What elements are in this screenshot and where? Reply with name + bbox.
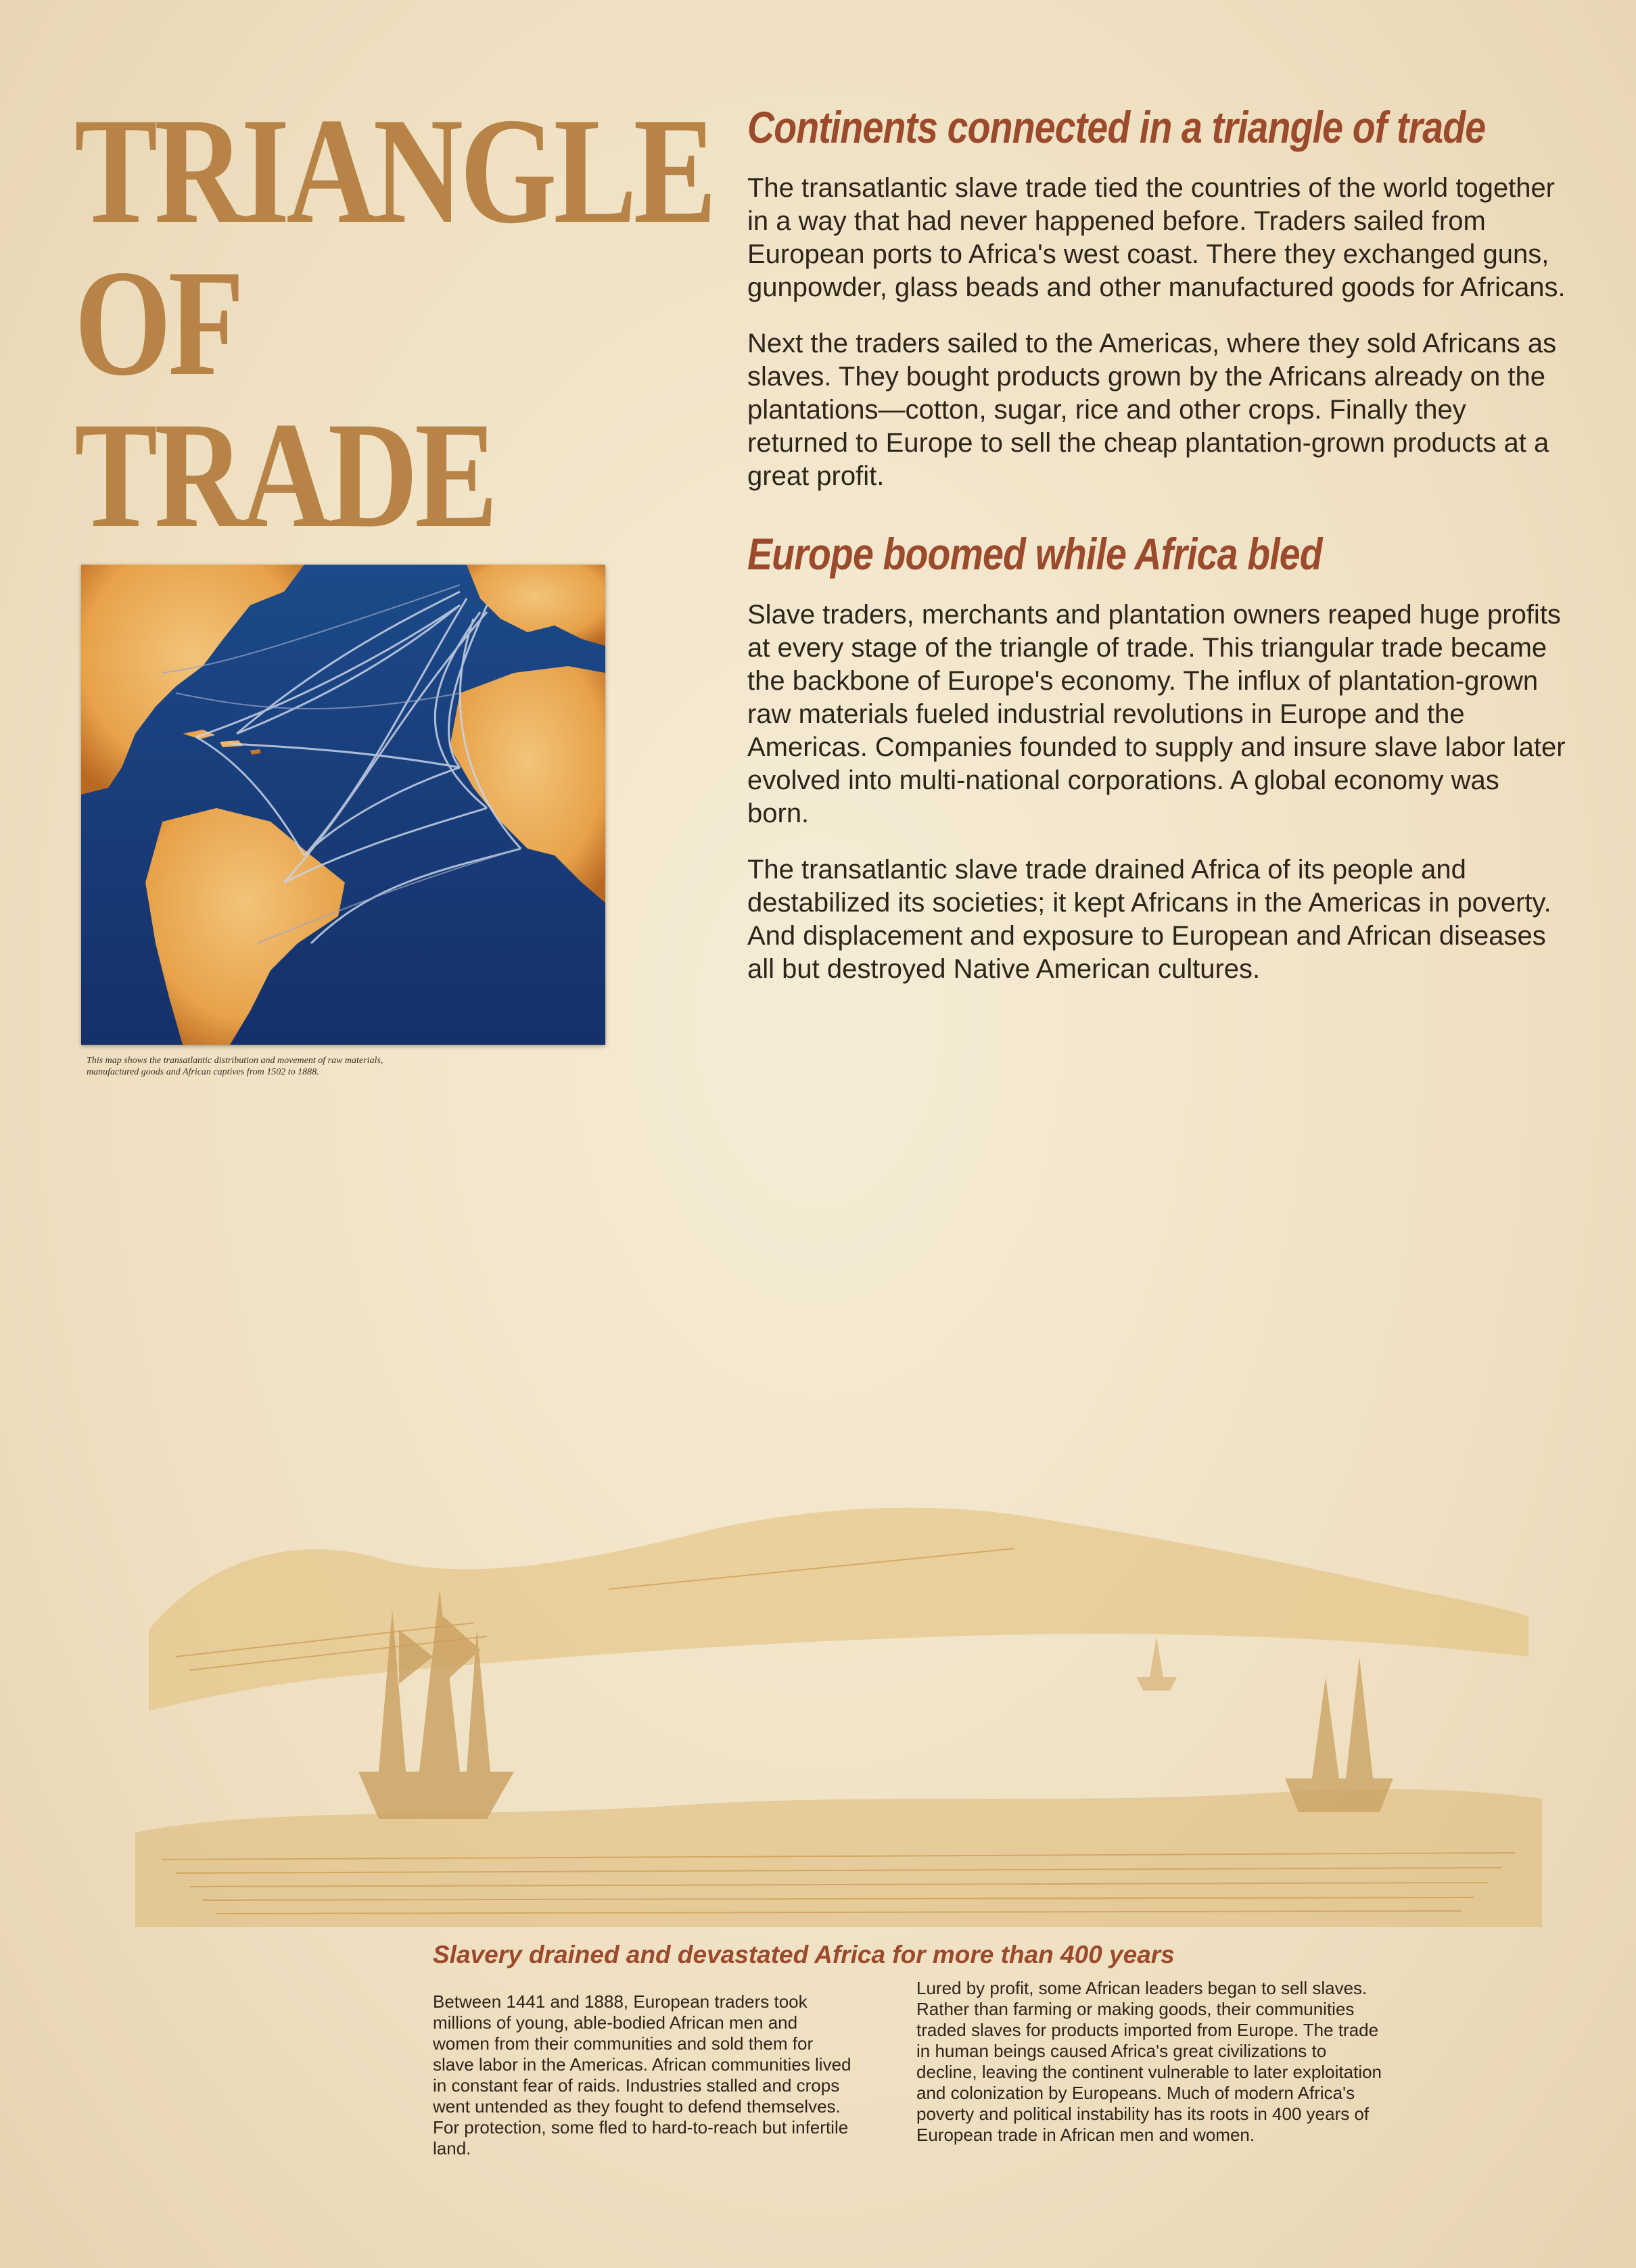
section1-paragraph-2: Next the traders sailed to the Americas, where they sold Africans as slaves. They bought products grown by the Africans already on the plantations—cotton, sugar, rice and other crops. Finally they returned to Europe to sell the cheap plantation-grown products at a great profit. [747,329,1557,491]
section2-paragraph-1: Slave traders, merchants and plantation owners reaped huge profits at every stage of the triangle of trade. This triangular trade became the backbone of Europe's economy. The influx of plantation-grown raw materials fueled industrial revolutions in Europe and the Americas. Companies founded to supply and insure slave labor later evolved into multi-national corporations. A global economy was born. [747,600,1566,828]
map-caption: This map shows the transatlantic distribution and movement of raw materials, manufactured goods and African captives from 1502 to 1888. [87,1056,383,1077]
trade-routes-map [81,565,605,1045]
section2-paragraph-2: The transatlantic slave trade drained Africa of its people and destabilized its societies; it kept Africans in the Americas in poverty. And displacement and exposure to European and African diseases all but destroyed Native American cultures. [747,855,1551,984]
section1-paragraph-1: The transatlantic slave trade tied the countries of the world together in a way that had never happened before. Traders sailed from European ports to Africa's west coast. There they exchanged guns, gunpowder, glass beads and other manufactured goods for Africans. [747,173,1566,302]
panel-title [74,86,714,559]
bottom-heading: Slavery drained and devastated Africa for more than 400 years [433,1941,1175,1968]
section1-heading: Continents connected in a triangle of trade [747,102,1486,152]
etching-graphic [135,1454,1542,1927]
etching-hills [149,1508,1528,1711]
title-line-2: OF TRADE [74,238,495,559]
bottom-right-paragraph: Lured by profit, some African leaders began to sell slaves. Rather than farming or making goods, their communities traded slaves for products imported from Europe. The trade in human beings caused Africa's great civilizations to decline, leaving the continent vulnerable to later exploitation and colonization by Europeans. Much of modern Africa's poverty and political instability has its roots in 400 years of European trade in African men and women. [916,1978,1382,2145]
ship-distant [1136,1636,1177,1691]
title-line-1: TRIANGLE [74,86,714,255]
map-graphic [81,565,605,1045]
section2-heading: Europe boomed while Africa bled [747,529,1322,579]
harbor-etching-illustration [135,1454,1542,1927]
bottom-left-paragraph: Between 1441 and 1888, European traders took millions of young, able-bodied African men and women from their communities and sold them for slave labor in the Americas. African communities lived in constant fear of raids. Industries stalled and crops went untended as they fought to defend themselves. For protection, some fled to hard-to-reach but infertile land. [433,1991,851,2158]
main-text-column [747,101,1566,1009]
ship-right [1285,1657,1393,1812]
